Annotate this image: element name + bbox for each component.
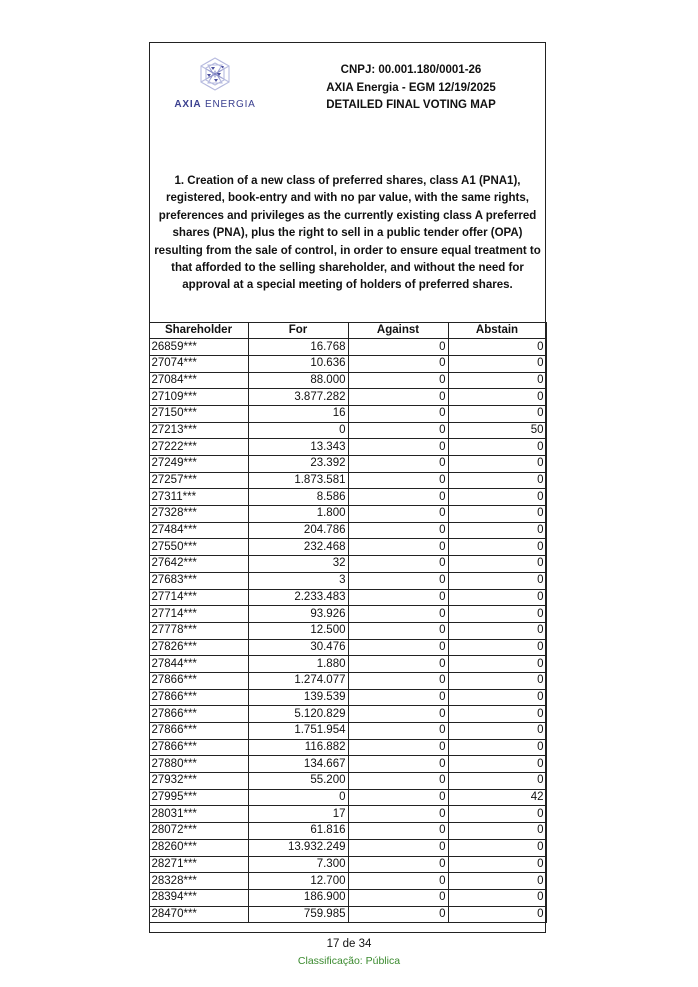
against-cell: 0 — [348, 589, 448, 606]
against-cell: 0 — [348, 773, 448, 790]
table-row — [149, 689, 546, 706]
against-cell: 0 — [348, 639, 448, 656]
against-cell: 0 — [348, 756, 448, 773]
shareholder-cell: 27995*** — [149, 789, 248, 806]
abstain-cell: 0 — [448, 873, 546, 890]
abstain-cell: 0 — [448, 656, 546, 673]
for-cell: 5.120.829 — [248, 706, 348, 723]
table-row — [149, 405, 546, 422]
abstain-cell: 0 — [448, 622, 546, 639]
abstain-cell: 0 — [448, 823, 546, 840]
for-cell: 88.000 — [248, 372, 348, 389]
shareholder-cell: 27550*** — [149, 539, 248, 556]
against-cell: 0 — [348, 689, 448, 706]
table-row — [149, 823, 546, 840]
for-cell: 16 — [248, 405, 348, 422]
table-row — [149, 355, 546, 372]
page-number: 17 de 34 — [326, 938, 372, 950]
against-cell: 0 — [348, 539, 448, 556]
for-cell: 1.800 — [248, 506, 348, 523]
against-cell: 0 — [348, 522, 448, 539]
for-cell: 3.877.282 — [248, 389, 348, 406]
for-cell: 55.200 — [248, 773, 348, 790]
shareholder-cell: 28328*** — [149, 873, 248, 890]
shareholder-cell: 27109*** — [149, 389, 248, 406]
shareholder-cell: 27084*** — [149, 372, 248, 389]
shareholder-cell: 26859*** — [149, 339, 248, 356]
abstain-cell: 0 — [448, 606, 546, 623]
shareholder-cell: 27328*** — [149, 506, 248, 523]
document-header — [150, 43, 545, 323]
for-cell: 61.816 — [248, 823, 348, 840]
shareholder-cell: 27150*** — [149, 405, 248, 422]
title-block — [290, 62, 532, 115]
against-cell: 0 — [348, 672, 448, 689]
against-cell: 0 — [348, 489, 448, 506]
table-row — [149, 789, 546, 806]
meeting-line: AXIA Energia - EGM 12/19/2025 — [326, 81, 496, 94]
abstain-cell: 0 — [448, 389, 546, 406]
shareholder-cell: 27844*** — [149, 656, 248, 673]
abstain-cell: 50 — [448, 422, 546, 439]
for-cell: 204.786 — [248, 522, 348, 539]
abstain-cell: 0 — [448, 506, 546, 523]
shareholder-cell: 27222*** — [149, 439, 248, 456]
for-cell: 17 — [248, 806, 348, 823]
table-row — [149, 472, 546, 489]
against-cell: 0 — [348, 439, 448, 456]
shareholder-cell: 28260*** — [149, 839, 248, 856]
abstain-cell: 0 — [448, 839, 546, 856]
against-cell: 0 — [348, 856, 448, 873]
for-cell: 139.539 — [248, 689, 348, 706]
abstain-cell: 42 — [448, 789, 546, 806]
cnpj-line: CNPJ: 00.001.180/0001-26 — [340, 64, 482, 76]
table-row — [149, 889, 546, 906]
abstain-cell: 0 — [448, 572, 546, 589]
against-cell: 0 — [348, 572, 448, 589]
table-row — [149, 522, 546, 539]
logo-brand-rest: ENERGIA — [201, 99, 256, 110]
voting-map-sheet — [149, 42, 546, 933]
globe-logo-icon — [195, 55, 235, 95]
for-cell: 134.667 — [248, 756, 348, 773]
shareholder-cell: 28271*** — [149, 856, 248, 873]
against-cell: 0 — [348, 355, 448, 372]
shareholder-cell: 27826*** — [149, 639, 248, 656]
against-cell: 0 — [348, 622, 448, 639]
table-row — [149, 856, 546, 873]
table-row — [149, 739, 546, 756]
table-row — [149, 723, 546, 740]
against-cell: 0 — [348, 556, 448, 573]
abstain-cell: 0 — [448, 639, 546, 656]
column-header-for: For — [248, 322, 348, 339]
for-cell: 10.636 — [248, 355, 348, 372]
table-row — [149, 589, 546, 606]
table-row — [149, 622, 546, 639]
table-row — [149, 706, 546, 723]
shareholder-cell: 28470*** — [149, 906, 248, 923]
against-cell: 0 — [348, 889, 448, 906]
abstain-cell: 0 — [448, 439, 546, 456]
abstain-cell: 0 — [448, 739, 546, 756]
for-cell: 23.392 — [248, 456, 348, 473]
table-row — [149, 389, 546, 406]
shareholder-cell: 27866*** — [149, 706, 248, 723]
abstain-cell: 0 — [448, 372, 546, 389]
shareholder-cell: 27484*** — [149, 522, 248, 539]
table-row — [149, 339, 546, 356]
shareholder-cell: 27866*** — [149, 672, 248, 689]
table-row — [149, 489, 546, 506]
against-cell: 0 — [348, 906, 448, 923]
shareholder-cell: 27866*** — [149, 739, 248, 756]
abstain-cell: 0 — [448, 339, 546, 356]
against-cell: 0 — [348, 806, 448, 823]
for-cell: 7.300 — [248, 856, 348, 873]
for-cell: 12.700 — [248, 873, 348, 890]
resolution-text: 1. Creation of a new class of preferred shares, class A1 (PNA1), registered, book-entry and with no par value, with the same rights, preferences and privileges as the currently existing class A preferred shares (PNA), plus the right to sell in a public tender offer (OPA) resulting from the sale of control, in order to ensure equal treatment to that afforded to the selling shareholder, and without the need for approval at a special meeting of holders of preferred shares. — [154, 175, 541, 292]
document-title: DETAILED FINAL VOTING MAP — [326, 99, 496, 111]
table-row — [149, 556, 546, 573]
table-row — [149, 506, 546, 523]
shareholder-cell: 27880*** — [149, 756, 248, 773]
abstain-cell: 0 — [448, 472, 546, 489]
abstain-cell: 0 — [448, 889, 546, 906]
table-row — [149, 639, 546, 656]
abstain-cell: 0 — [448, 539, 546, 556]
table-row — [149, 672, 546, 689]
shareholder-cell: 27642*** — [149, 556, 248, 573]
table-row — [149, 572, 546, 589]
abstain-cell: 0 — [448, 672, 546, 689]
voting-table — [149, 322, 547, 924]
against-cell: 0 — [348, 456, 448, 473]
table-row — [149, 539, 546, 556]
abstain-cell: 0 — [448, 689, 546, 706]
table-header-row — [149, 322, 546, 339]
against-cell: 0 — [348, 606, 448, 623]
table-row — [149, 656, 546, 673]
for-cell: 13.343 — [248, 439, 348, 456]
abstain-cell: 0 — [448, 773, 546, 790]
for-cell: 13.932.249 — [248, 839, 348, 856]
abstain-cell: 0 — [448, 522, 546, 539]
company-logo — [172, 55, 258, 113]
for-cell: 3 — [248, 572, 348, 589]
against-cell: 0 — [348, 339, 448, 356]
for-cell: 1.880 — [248, 656, 348, 673]
table-row — [149, 456, 546, 473]
for-cell: 2.233.483 — [248, 589, 348, 606]
shareholder-cell: 27249*** — [149, 456, 248, 473]
abstain-cell: 0 — [448, 456, 546, 473]
column-header-abstain: Abstain — [448, 322, 546, 339]
abstain-cell: 0 — [448, 723, 546, 740]
table-row — [149, 806, 546, 823]
against-cell: 0 — [348, 472, 448, 489]
against-cell: 0 — [348, 656, 448, 673]
for-cell: 30.476 — [248, 639, 348, 656]
for-cell: 1.274.077 — [248, 672, 348, 689]
shareholder-cell: 27311*** — [149, 489, 248, 506]
shareholder-cell: 27213*** — [149, 422, 248, 439]
classification-label: Classificação: Pública — [297, 955, 401, 967]
for-cell: 186.900 — [248, 889, 348, 906]
table-row — [149, 756, 546, 773]
for-cell: 16.768 — [248, 339, 348, 356]
shareholder-cell: 28031*** — [149, 806, 248, 823]
table-row — [149, 873, 546, 890]
shareholder-cell: 27932*** — [149, 773, 248, 790]
shareholder-cell: 27866*** — [149, 723, 248, 740]
shareholder-cell: 28072*** — [149, 823, 248, 840]
for-cell: 12.500 — [248, 622, 348, 639]
against-cell: 0 — [348, 723, 448, 740]
for-cell: 1.873.581 — [248, 472, 348, 489]
abstain-cell: 0 — [448, 405, 546, 422]
shareholder-cell: 27257*** — [149, 472, 248, 489]
abstain-cell: 0 — [448, 489, 546, 506]
for-cell: 0 — [248, 422, 348, 439]
column-header-shareholder: Shareholder — [149, 322, 248, 339]
abstain-cell: 0 — [448, 706, 546, 723]
abstain-cell: 0 — [448, 856, 546, 873]
abstain-cell: 0 — [448, 355, 546, 372]
against-cell: 0 — [348, 389, 448, 406]
against-cell: 0 — [348, 506, 448, 523]
abstain-cell: 0 — [448, 556, 546, 573]
abstain-cell: 0 — [448, 589, 546, 606]
table-row — [149, 422, 546, 439]
against-cell: 0 — [348, 372, 448, 389]
for-cell: 8.586 — [248, 489, 348, 506]
abstain-cell: 0 — [448, 756, 546, 773]
for-cell: 32 — [248, 556, 348, 573]
table-row — [149, 606, 546, 623]
shareholder-cell: 27074*** — [149, 355, 248, 372]
shareholder-cell: 27714*** — [149, 606, 248, 623]
shareholder-cell: 27866*** — [149, 689, 248, 706]
against-cell: 0 — [348, 839, 448, 856]
shareholder-cell: 27778*** — [149, 622, 248, 639]
for-cell: 1.751.954 — [248, 723, 348, 740]
shareholder-cell: 27714*** — [149, 589, 248, 606]
for-cell: 759.985 — [248, 906, 348, 923]
against-cell: 0 — [348, 873, 448, 890]
abstain-cell: 0 — [448, 906, 546, 923]
table-row — [149, 906, 546, 923]
against-cell: 0 — [348, 706, 448, 723]
against-cell: 0 — [348, 422, 448, 439]
shareholder-cell: 27683*** — [149, 572, 248, 589]
shareholder-cell: 28394*** — [149, 889, 248, 906]
abstain-cell: 0 — [448, 806, 546, 823]
for-cell: 93.926 — [248, 606, 348, 623]
for-cell: 116.882 — [248, 739, 348, 756]
table-row — [149, 439, 546, 456]
table-row — [149, 773, 546, 790]
against-cell: 0 — [348, 739, 448, 756]
for-cell: 232.468 — [248, 539, 348, 556]
logo-brand-bold: AXIA — [174, 99, 202, 110]
for-cell: 0 — [248, 789, 348, 806]
table-row — [149, 839, 546, 856]
logo-wordmark — [172, 99, 258, 110]
against-cell: 0 — [348, 405, 448, 422]
against-cell: 0 — [348, 789, 448, 806]
against-cell: 0 — [348, 823, 448, 840]
table-row — [149, 372, 546, 389]
column-header-against: Against — [348, 322, 448, 339]
